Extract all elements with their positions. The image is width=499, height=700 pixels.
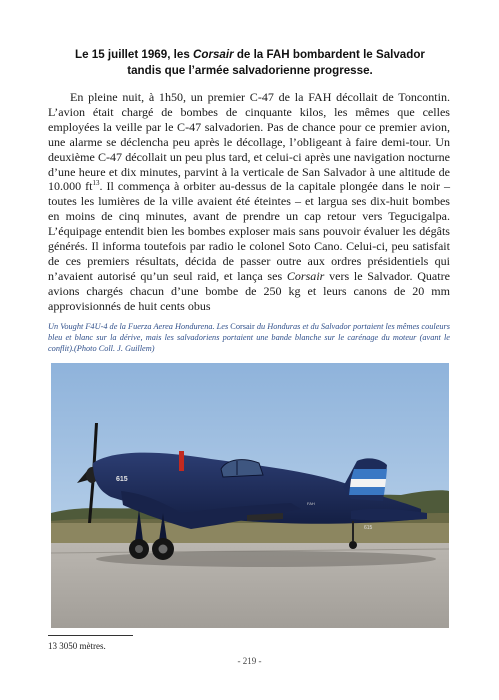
corsair-photo: [51, 363, 449, 628]
caption-upright: Corsair: [230, 322, 255, 331]
footnote: 13 3050 mètres.: [48, 641, 106, 651]
body-seg1: En pleine nuit, à 1h50, un premier C-47 de la FAH décollait de Toncontin. L’avion était chargé de bombes de cinquante kilos, les mêmes que celles employées la veille par le C-47 salvadorien. Pas de chance pour ce premier avion, une alarme se déclencha peu après le décollage, l’obligeant à faire demi-tour. Un deuxième C-47 décollait un peu plus tard, et celui-ci après une navigation nocturne d’une heure et dix minutes, parvint à la verticale de San Salvador à une altitude de 10.000 ft: [48, 90, 450, 194]
fuselage-marking-text: FAH: [307, 501, 315, 506]
footnote-rule: [48, 635, 133, 636]
section-heading: [60, 47, 440, 79]
page-number: - 219 -: [237, 656, 262, 666]
heading-part1: Le 15 juillet 1969, les: [75, 48, 193, 61]
heading-part2: de la FAH bombardent le Salvador tandis que l’armée salvadorienne progresse.: [127, 48, 425, 77]
caption-part2: du Honduras et du Salvador portaient les mêmes couleurs bleu et blanc sur la dérive, mais les salvadoriens portaient une bande blanche sur le carénage du moteur (avant le conflit).(Photo Coll. J. Guillem): [48, 322, 451, 354]
nose-number-text: 615: [116, 476, 128, 483]
body-paragraph: [48, 90, 450, 314]
body-text: [48, 90, 450, 314]
body-emphasis: Corsair: [286, 268, 325, 283]
photo-caption: [48, 321, 450, 355]
corsair-photo-image: [51, 363, 449, 628]
footnote-reference[interactable]: 13: [92, 179, 100, 188]
body-seg3: vers le Salvador. Quatre avions chargés chacun d’une bombe de 250 kg et leurs canons de 20 mm approvisionnés de huit cents obus: [48, 268, 450, 313]
body-seg2: . Il commença à orbiter au-dessus de la capitale plongée dans le noir – toutes les lumières de la ville avaient été éteintes – et largua ses dix-huit bombes en moins de cinq minutes, avant de prendre un cap retour vers Tegucigalpa. L’équipage entendit bien les bombes exploser mais sans pouvoir évaluer les dégâts générés. Il informa toutefois par radio le colonel Soto Cano. Celui-ci, peu satisfait de ces premiers résultats, décida de passer outre aux ordres présidentiels qui n’avaient autorisé qu’un seul raid, et lança ses: [48, 179, 451, 283]
caption-part1: Un Vought F4U-4 de la Fuerza Aerea Hondurena. Les: [48, 322, 231, 331]
heading-emphasis: Corsair: [192, 48, 234, 61]
tail-number-text: 615: [364, 525, 373, 531]
